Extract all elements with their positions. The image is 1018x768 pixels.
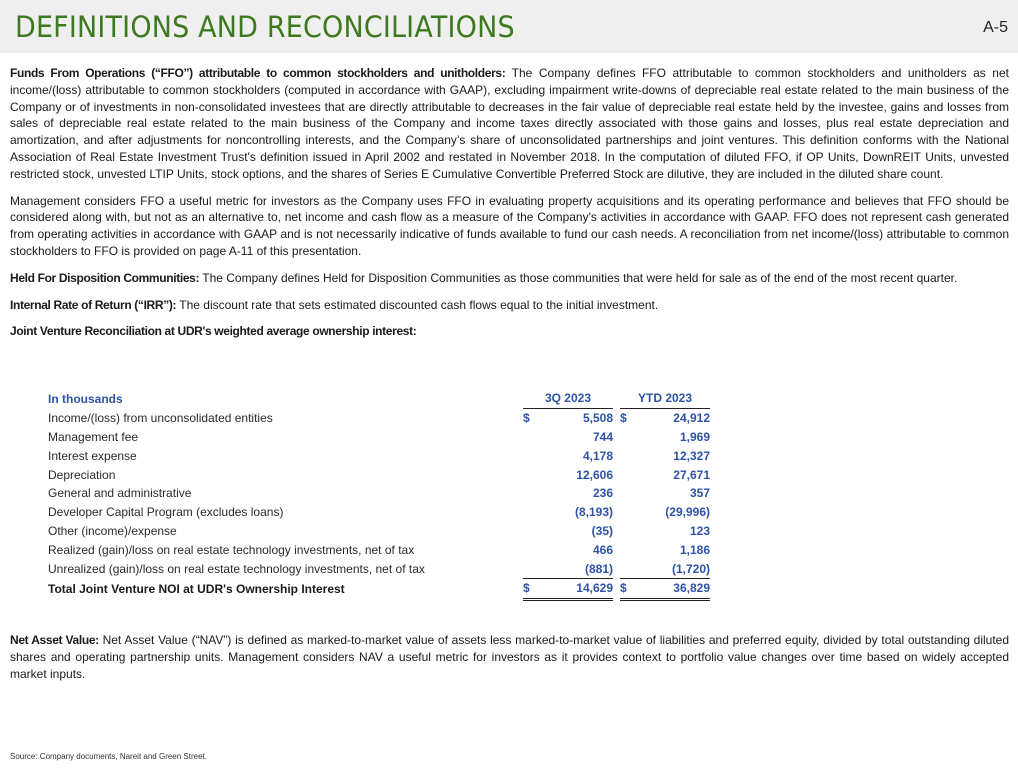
total-ytd: 36,829 bbox=[646, 578, 710, 599]
table-row bbox=[48, 540, 710, 559]
value-ytd: 1,186 bbox=[679, 542, 710, 557]
value-ytd: 12,327 bbox=[673, 448, 710, 463]
currency-symbol: $ bbox=[523, 411, 530, 426]
table-total-row bbox=[48, 578, 710, 599]
nav-label: Net Asset Value: bbox=[10, 633, 99, 647]
row-label: Developer Capital Program (excludes loans) bbox=[48, 505, 284, 520]
ffo-text: The Company defines FFO attributable to common stockholders and unitholders as net income/(loss) attributable to common stockholders (computed in accordance with GAAP), excluding impairment write-downs of depreciable real estate related to the main business of the Company or of investments in non-consolidated investees that are directly attributable to decreases in the fair value of depreciable real estate held by the investee, gains and losses from sales of depreciable real estate related to the main business of the Company and income taxes directly associated with those gains and losses, plus real estate depreciation and amortization, and after adjustments for noncontrolling interests, and the Company’s share of unconsolidated partnerships and joint ventures. This definition conforms with the National Association of Real Estate Investment Trust's definition issued in April 2002 and restated in November 2018. In the computation of diluted FFO, if OP Units, DownREIT Units, unvested restricted stock, unvested LTIP Units, stock options, and the shares of Series E Cumulative Convertible Preferred Stock are dilutive, they are included in the diluted share count. bbox=[10, 66, 1009, 181]
definitions-content bbox=[10, 65, 1009, 340]
nav-paragraph bbox=[10, 632, 1009, 683]
table-row bbox=[48, 484, 710, 503]
table-header-label: In thousands bbox=[48, 391, 123, 406]
row-label: Income/(loss) from unconsolidated entities bbox=[48, 410, 273, 425]
management-paragraph: Management considers FFO a useful metric for investors as the Company uses FFO in evaluating property acquisitions and its operating performance and believes that FFO should be considered along with, but not as an alternative to, net income and cash flow as a measure of the Company's activities in accordance with GAAP. FFO does not represent cash generated from operating activities in accordance with GAAP and is not necessarily indicative of funds available to fund our cash needs. A reconciliation from net income/(loss) attributable to common stockholders to FFO is provided on page A-11 of this presentation. bbox=[10, 193, 1009, 258]
irr-label: Internal Rate of Return (“IRR”): bbox=[10, 297, 177, 312]
total-label: Total Joint Venture NOI at UDR's Ownership Interest bbox=[48, 581, 345, 596]
value-3q: 4,178 bbox=[582, 448, 613, 463]
value-ytd: 357 bbox=[689, 486, 710, 501]
value-3q: (8,193) bbox=[574, 505, 613, 520]
page-title: DEFINITIONS AND RECONCILIATIONS bbox=[15, 10, 515, 44]
value-3q: (35) bbox=[591, 523, 613, 538]
value-ytd: (1,720) bbox=[646, 559, 710, 578]
header-bar bbox=[0, 0, 1018, 53]
ffo-paragraph bbox=[10, 65, 1009, 183]
table-row bbox=[48, 446, 710, 465]
held-paragraph bbox=[10, 270, 1009, 287]
value-3q: 744 bbox=[592, 429, 613, 444]
col-header-ytd: YTD 2023 bbox=[620, 389, 710, 408]
total-3q: 14,629 bbox=[549, 578, 613, 599]
table-row bbox=[48, 465, 710, 484]
nav-text: Net Asset Value (“NAV”) is defined as marked-to-market value of assets less marked-to-market value of liabilities and preferred equity, divided by total outstanding diluted shares and operating partnership units. Management considers NAV a useful metric for investors as it provides context to portfolio value changes over time based on widely accepted market inputs. bbox=[10, 633, 1009, 681]
value-ytd: 24,912 bbox=[673, 411, 710, 426]
value-ytd: 1,969 bbox=[679, 429, 710, 444]
row-label: Management fee bbox=[48, 429, 139, 444]
row-label: General and administrative bbox=[48, 486, 192, 501]
col-header-3q: 3Q 2023 bbox=[523, 389, 613, 408]
row-label: Depreciation bbox=[48, 467, 116, 482]
currency-symbol: $ bbox=[523, 578, 549, 599]
table-row bbox=[48, 559, 710, 578]
value-3q: 466 bbox=[592, 542, 613, 557]
value-3q: 236 bbox=[592, 486, 613, 501]
page-number: A-5 bbox=[983, 19, 1008, 36]
value-ytd: 123 bbox=[689, 523, 710, 538]
value-3q: 5,508 bbox=[582, 411, 613, 426]
jv-title: Joint Venture Reconciliation at UDR's weighted average ownership interest: bbox=[10, 324, 417, 339]
table-row bbox=[48, 522, 710, 541]
table-header-row bbox=[48, 389, 710, 408]
row-label: Other (income)/expense bbox=[48, 523, 177, 538]
table-row bbox=[48, 503, 710, 522]
irr-text: The discount rate that sets estimated discounted cash flows equal to the initial investment. bbox=[179, 297, 659, 312]
value-ytd: 27,671 bbox=[673, 467, 710, 482]
currency-symbol: $ bbox=[620, 578, 646, 599]
row-label: Unrealized (gain)/loss on real estate technology investments, net of tax bbox=[48, 561, 425, 576]
jv-reconciliation-table bbox=[48, 389, 710, 601]
irr-paragraph bbox=[10, 297, 1009, 314]
table-row bbox=[48, 428, 710, 447]
row-label: Interest expense bbox=[48, 448, 137, 463]
row-label: Realized (gain)/loss on real estate technology investments, net of tax bbox=[48, 542, 415, 557]
currency-symbol: $ bbox=[620, 411, 627, 426]
ffo-label: Funds From Operations (“FFO”) attributable to common stockholders and unitholders: bbox=[10, 66, 506, 80]
held-text: The Company defines Held for Disposition Communities as those communities that were held for sale as of the end of the most recent quarter. bbox=[202, 270, 958, 285]
value-3q: (881) bbox=[549, 559, 613, 578]
table-row bbox=[48, 408, 710, 427]
value-3q: 12,606 bbox=[576, 467, 613, 482]
value-ytd: (29,996) bbox=[665, 505, 710, 520]
held-label: Held For Disposition Communities: bbox=[10, 270, 200, 285]
source-note: Source: Company documents, Nareit and Green Street. bbox=[10, 752, 207, 761]
